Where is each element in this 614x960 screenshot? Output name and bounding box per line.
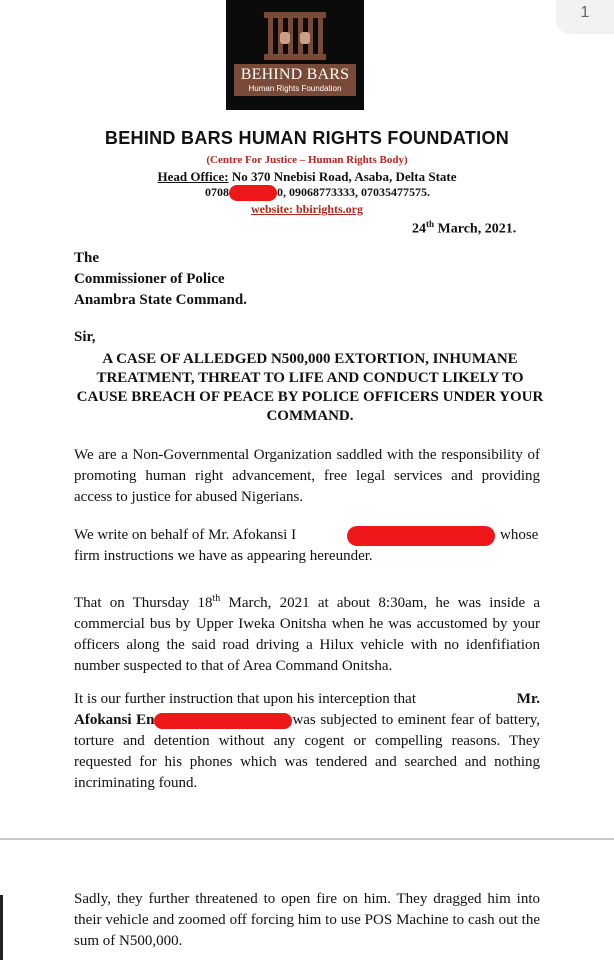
logo-subtitle: Human Rights Foundation [234,84,356,96]
incident-start: That on Thursday 18 [74,595,213,611]
website-link[interactable]: website: bbirights.org [251,202,363,216]
page-break-divider [0,838,614,840]
subject-heading: A CASE OF ALLEDGED N500,000 EXTORTION, INHUMANE TREATMENT, THREAT TO LIFE AND CONDUCT LIKELY TO CAUSE BREACH OF PEACE BY POLICE OFFICERS UNDER YOUR COMMAND. [76,351,544,424]
instruction-mr: Mr. [516,691,540,707]
foundation-logo [226,0,364,110]
addressee-line: Anambra State Command. [74,292,247,308]
paragraph-instruction [74,689,540,794]
phone-start: 0708 [205,185,229,199]
date-rest: March, 2021. [434,221,517,237]
head-office-address: No 370 Nnebisi Road, Asaba, Delta State [231,169,457,184]
redaction-mark [154,713,292,729]
paragraph-threat: Sadly, they further threatened to open fire on him. They dragged him into their vehicle and zoomed off forcing him to use POS Machine to cash out the sum of N500,000. [74,891,540,949]
paragraph-incident [74,588,540,677]
paragraph-on-behalf [74,525,540,567]
client-intro: We write on behalf of Mr. Afokansi I [74,527,297,543]
date-day: 24 [412,221,426,237]
redaction-mark [347,526,495,546]
addressee-line: The [74,250,100,266]
addressee-line: Commissioner of Police [74,271,225,287]
paragraph-line [74,689,540,710]
incident-rest: March, 2021 at about 8:30am, he was inside a commercial bus by Upper Iweka Onitsha when he was accustomed by your officers along the said road driving a Hilux vehicle with no idenfifiation number suspected to that of Area Command Onitsha. [74,595,540,674]
instruction-start: It is our further instruction that upon his interception that [74,691,417,707]
organization-title: BEHIND BARS HUMAN RIGHTS FOUNDATION [104,128,510,148]
page-counter: 1 [556,0,614,34]
salutation: Sir, [74,329,96,345]
addressee-block [74,248,247,311]
phone-rest: 0, 09068773333, 07035477575. [277,185,430,199]
paragraph-intro: We are a Non-Governmental Organization saddled with the responsibility of promoting human right advancement, free legal services and providing access to justice for abused Nigerians. [74,447,540,505]
paragraph-line: firm instructions we have as appearing hereunder. [74,548,373,564]
incident-date-suffix: th [212,593,221,604]
letter-date [412,219,516,238]
client-whose: whose [500,527,539,543]
client-name-partial: Afokansi En [74,712,155,728]
organization-subtitle: (Centre For Justice – Human Rights Body) [206,154,408,166]
paragraph-line [74,525,540,546]
phone-numbers [205,185,430,201]
instruction-rest: was subjected to eminent fear of battery, torture and detention without any cogent or compelling reasons. They requested for his phones which was tendered and searched and nothing incriminating found. [74,712,540,791]
logo-name: BEHIND BARS [234,64,356,86]
page-edge-shadow [0,895,3,960]
redaction-mark [229,185,277,201]
date-suffix: th [426,219,435,229]
head-office-line [0,169,614,185]
head-office-label: Head Office: [157,169,229,184]
prison-bars-icon [260,10,330,62]
